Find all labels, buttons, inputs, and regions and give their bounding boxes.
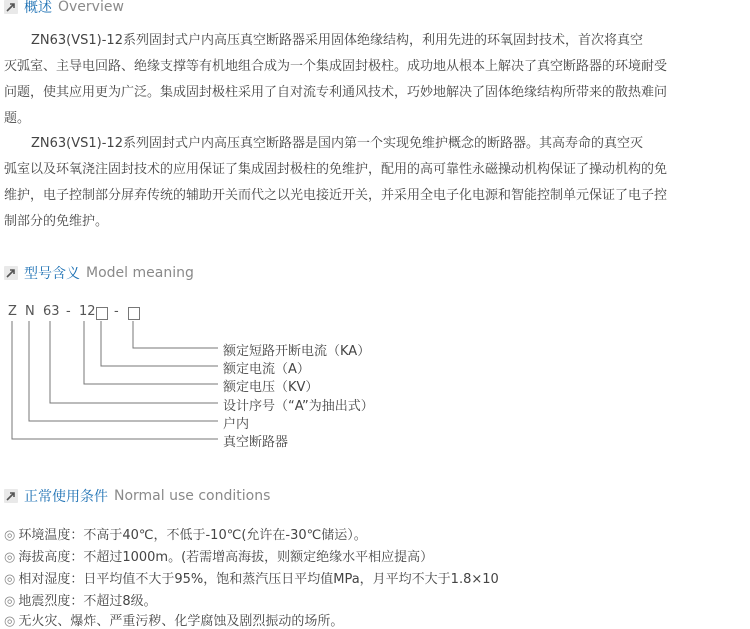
- text-line: ZN63(VS1)-12系列固封式户内高压真空断路器是国内第一个实现免维护概念的断路器。其高寿命的真空灭: [31, 136, 643, 151]
- legend-breaking-current: 额定短路开断电流（KA）: [223, 344, 371, 359]
- overview-title-en: Overview: [58, 0, 124, 15]
- condition-text: 无火灾、爆炸、严重污秽、化学腐蚀及剧烈振动的场所。: [18, 614, 344, 629]
- text-line: 维护，电子控制部分屏弃传统的辅助开关而代之以光电接近开关，并采用全电子化电源和智能控制单元保证了电子控: [4, 188, 668, 203]
- arrow-box-icon: [4, 489, 18, 503]
- conditions-title-zh: 正常使用条件: [24, 489, 108, 505]
- code-dash-2: -: [114, 304, 119, 319]
- condition-text: 环境温度：不高于40℃，不低于-10℃(允许在-30℃储运）。: [18, 528, 367, 543]
- bullet-icon: ◎: [4, 528, 16, 543]
- model-title-en: Model meaning: [86, 265, 194, 281]
- condition-item: [4, 590, 157, 609]
- code-z: Z: [8, 304, 17, 319]
- conditions-heading: [4, 486, 270, 506]
- legend-rated-voltage: 额定电压（KV）: [223, 380, 319, 395]
- code-dash-1: -: [66, 304, 71, 319]
- conditions-title-en: Normal use conditions: [114, 488, 271, 504]
- condition-item: [4, 610, 343, 629]
- overview-title-zh: 概述: [24, 0, 52, 16]
- text-line: ZN63(VS1)-12系列固封式户内高压真空断路器采用固体绝缘结构，利用先进的环氧固封技术，首次将真空: [31, 33, 643, 48]
- code-12: 12: [79, 304, 96, 319]
- legend-design-number: 设计序号（“A”为抽出式）: [223, 399, 374, 414]
- condition-item: [4, 568, 499, 587]
- legend-indoor: 户内: [223, 417, 250, 432]
- condition-item: [4, 524, 367, 543]
- bullet-icon: ◎: [4, 572, 16, 587]
- bullet-icon: ◎: [4, 614, 16, 629]
- condition-text: 相对湿度：日平均值不大于95%，饱和蒸汽压日平均值MPa，月平均不大于1.8×10: [18, 572, 499, 587]
- bullet-icon: ◎: [4, 594, 16, 609]
- legend-rated-current: 额定电流（A）: [223, 362, 310, 377]
- condition-item: [4, 546, 433, 565]
- condition-text: 海拔高度：不超过1000m。(若需增高海拔，则额定绝缘水平相应提高）: [18, 550, 434, 565]
- legend-vacuum-breaker: 真空断路器: [223, 435, 289, 450]
- text-line: 制部分的免维护。: [4, 214, 109, 229]
- text-line: 弧室以及环氧浇注固封技术的应用保证了集成固封极柱的免维护，配用的高可靠性永磁操动机构保证了操动机构的免: [4, 162, 668, 177]
- condition-text: 地震烈度：不超过8级。: [18, 594, 157, 609]
- bullet-icon: ◎: [4, 550, 16, 565]
- model-title-zh: 型号含义: [24, 266, 80, 282]
- text-line: 题。: [4, 111, 31, 126]
- code-63: 63: [43, 304, 60, 319]
- text-line: 问题，使其应用更为广泛。集成固封极柱采用了自对流专利通风技术，巧妙地解决了固体绝缘结构所带来的散热难问: [4, 85, 668, 100]
- text-line: 灭弧室、主导电回路、绝缘支撑等有机地组合成为一个集成固封极柱。成功地从根本上解决了真空断路器的环境耐受: [4, 59, 668, 74]
- code-n: N: [25, 304, 35, 319]
